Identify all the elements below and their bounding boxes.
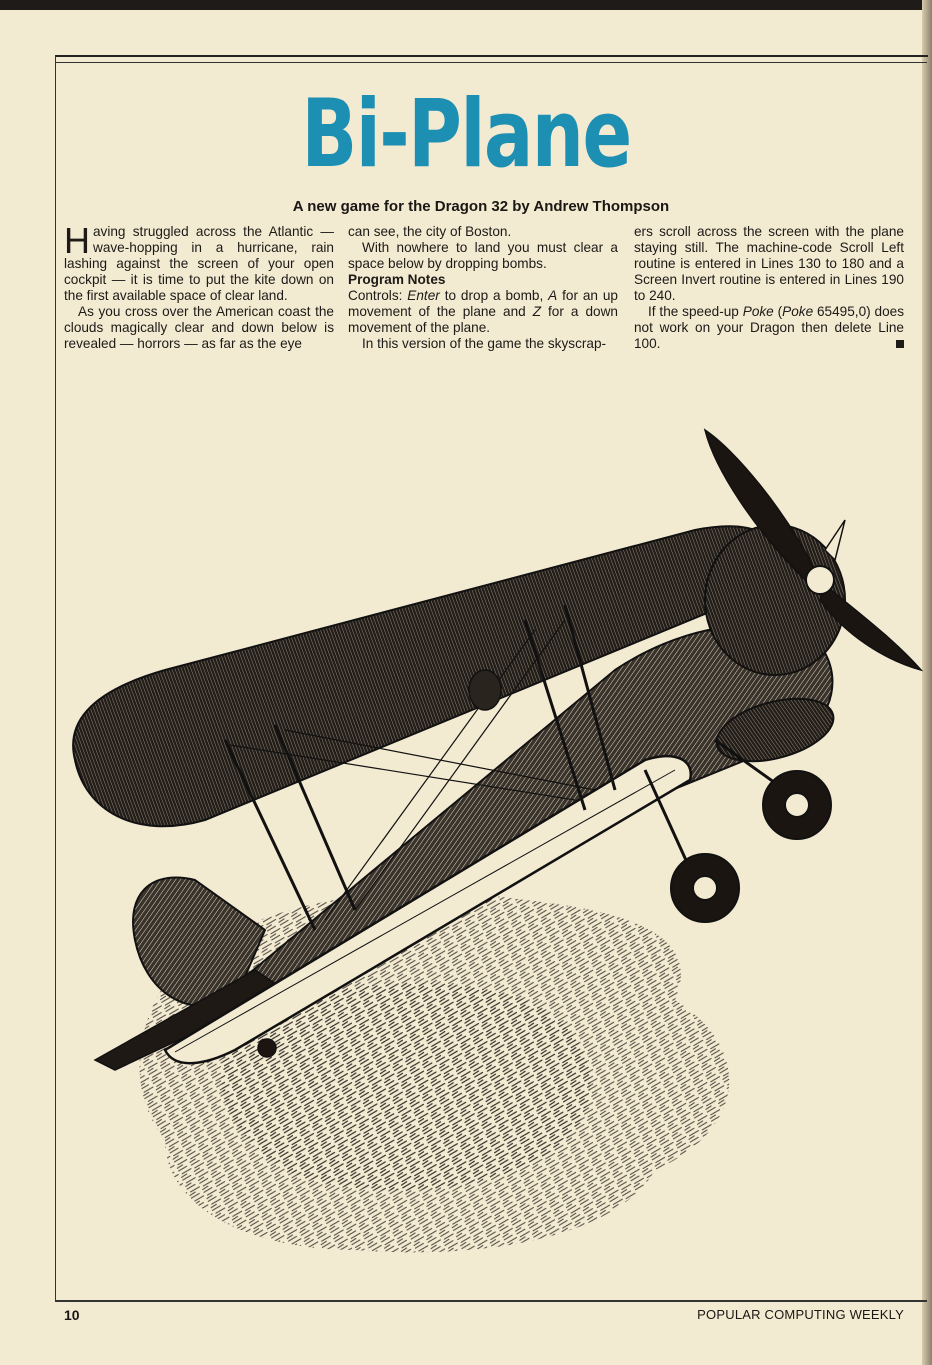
propeller-hub bbox=[806, 566, 834, 594]
paragraph: As you cross over the American coast the clouds magically clear and down below is revealed — horrors — as far as the eye bbox=[64, 304, 334, 351]
paragraph: ers scroll across the screen with the plane staying still. The machine-code Scroll Left routine is entered in Lines 130 to 180 and a Screen Invert routine is entered in Lines 190 to 240. bbox=[634, 224, 904, 303]
publication-name: POPULAR COMPUTING WEEKLY bbox=[697, 1307, 904, 1322]
page-number: 10 bbox=[64, 1307, 80, 1323]
article-title: Bi-Plane bbox=[301, 80, 631, 189]
paragraph: can see, the city of Boston. bbox=[348, 224, 512, 239]
key-z: Z bbox=[532, 304, 542, 319]
article-subtitle: A new game for the Dragon 32 by Andrew Thompson bbox=[292, 198, 670, 215]
section-heading: Program Notes bbox=[348, 272, 446, 287]
paragraph: If the speed-up Poke (Poke 65495,0) does not work on your Dragon then delete Line 100. bbox=[634, 304, 905, 351]
pilot bbox=[469, 670, 501, 710]
key-enter: Enter bbox=[407, 288, 440, 303]
page-top-edge bbox=[0, 0, 932, 10]
frame-rule bbox=[55, 62, 927, 63]
paragraph: With nowhere to land you must clear a space below by dropping bombs. bbox=[348, 240, 618, 271]
footer-rule bbox=[55, 1300, 927, 1302]
paragraph: Having struggled across the Atlantic — wave-hopping in a hurricane, rain lashing against the screen of your open cockpit — it is time to put the kite down on the first available space of clear land. bbox=[64, 220, 334, 303]
controls-paragraph: Controls: Enter to drop a bomb, A for an up movement of the plane and Z for a down movement of the plane. bbox=[348, 288, 618, 335]
end-of-article-mark bbox=[896, 340, 904, 348]
text-column-3 bbox=[634, 224, 904, 352]
drop-cap: H bbox=[64, 220, 90, 261]
key-a: A bbox=[548, 288, 558, 303]
text-column-2 bbox=[348, 224, 618, 352]
paragraph: In this version of the game the skyscrap- bbox=[362, 336, 607, 351]
text-column-1 bbox=[64, 220, 334, 352]
biplane-illustration bbox=[55, 410, 927, 1290]
